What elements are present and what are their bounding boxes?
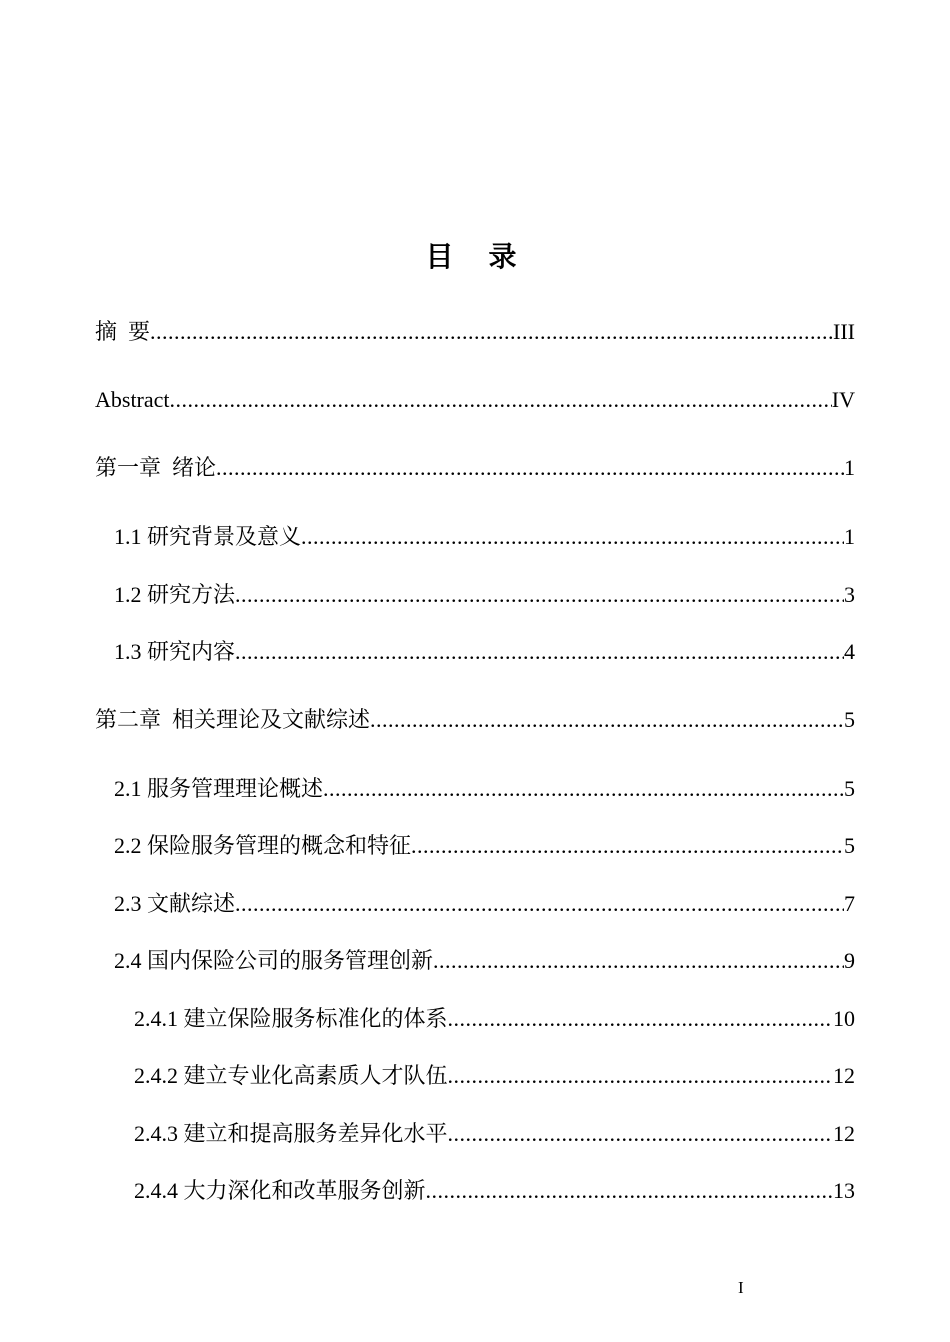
toc-entry-section-2-4[interactable]	[114, 945, 855, 977]
toc-entry-page: 12	[833, 1063, 855, 1088]
toc-dot-leader	[150, 316, 833, 348]
toc-entry-label: 2.4.2 建立专业化高素质人才队伍	[134, 1063, 448, 1088]
toc-entry-section-2-3[interactable]	[114, 888, 855, 920]
toc-entry-section-1-2[interactable]	[114, 579, 855, 611]
toc-entry-label: 2.2 保险服务管理的概念和特征	[114, 833, 412, 858]
toc-entry-page: 1	[844, 455, 855, 480]
toc-dot-leader	[426, 1175, 833, 1207]
page-title: 目 录	[425, 242, 531, 273]
toc-dot-leader	[235, 636, 844, 668]
toc-entry-section-1-1[interactable]	[114, 521, 855, 553]
toc-entry-section-2-4-1[interactable]	[134, 1003, 855, 1035]
toc-dot-leader	[323, 773, 844, 805]
toc-dot-leader	[448, 1003, 833, 1035]
toc-dot-leader	[216, 452, 844, 484]
toc-entry-section-2-4-4[interactable]	[134, 1175, 855, 1207]
toc-entry-label: 2.4 国内保险公司的服务管理创新	[114, 948, 434, 973]
toc-dot-leader	[433, 945, 844, 977]
toc-entry-section-2-4-3[interactable]	[134, 1118, 855, 1150]
toc-entry-section-2-1[interactable]	[114, 773, 855, 805]
toc-entry-label: 2.4.1 建立保险服务标准化的体系	[134, 1006, 448, 1031]
toc-entry-chapter-1[interactable]	[95, 452, 855, 484]
toc-entry-label: 2.4.4 大力深化和改革服务创新	[134, 1178, 426, 1203]
toc-entry-label: 1.2 研究方法	[114, 582, 236, 607]
toc-dot-leader	[235, 579, 844, 611]
toc-entry-label: 摘 要	[95, 319, 151, 344]
toc-entry-page: 7	[844, 891, 855, 916]
toc-entry-abstract-en[interactable]	[95, 384, 855, 416]
toc-entry-page: IV	[831, 387, 855, 412]
toc-entry-label: Abstract	[95, 387, 170, 412]
toc-dot-leader	[411, 830, 844, 862]
toc-entry-section-2-4-2[interactable]	[134, 1060, 855, 1092]
toc-dot-leader	[448, 1060, 833, 1092]
toc-entry-page: 5	[844, 707, 855, 732]
toc-dot-leader	[235, 888, 844, 920]
toc-entry-page: 10	[833, 1006, 855, 1031]
toc-entry-section-1-3[interactable]	[114, 636, 855, 668]
toc-entry-page: 9	[844, 948, 855, 973]
toc-entry-chapter-2[interactable]	[95, 704, 855, 736]
toc-dot-leader	[448, 1118, 833, 1150]
toc-entry-section-2-2[interactable]	[114, 830, 855, 862]
toc-entry-page: 5	[844, 776, 855, 801]
toc-entry-page: 13	[833, 1178, 855, 1203]
toc-entry-page: 1	[844, 524, 855, 549]
toc-entry-label: 第二章 相关理论及文献综述	[95, 707, 371, 732]
toc-entry-page: 3	[844, 582, 855, 607]
toc-entry-page: 5	[844, 833, 855, 858]
toc-entry-label: 1.3 研究内容	[114, 639, 236, 664]
footer-page-number: I	[738, 1278, 744, 1297]
toc-dot-leader	[301, 521, 844, 553]
toc-dot-leader	[370, 704, 844, 736]
toc-entry-label: 2.4.3 建立和提高服务差异化水平	[134, 1121, 448, 1146]
toc-entry-page: III	[833, 319, 855, 344]
toc-entry-page: 4	[844, 639, 855, 664]
toc-entry-label: 2.3 文献综述	[114, 891, 236, 916]
toc-entry-label: 2.1 服务管理理论概述	[114, 776, 324, 801]
toc-entry-page: 12	[833, 1121, 855, 1146]
toc-entry-label: 1.1 研究背景及意义	[114, 524, 302, 549]
toc-entry-label: 第一章 绪论	[95, 455, 217, 480]
toc-dot-leader	[170, 384, 832, 416]
toc-entry-abstract-cn[interactable]	[95, 316, 855, 348]
